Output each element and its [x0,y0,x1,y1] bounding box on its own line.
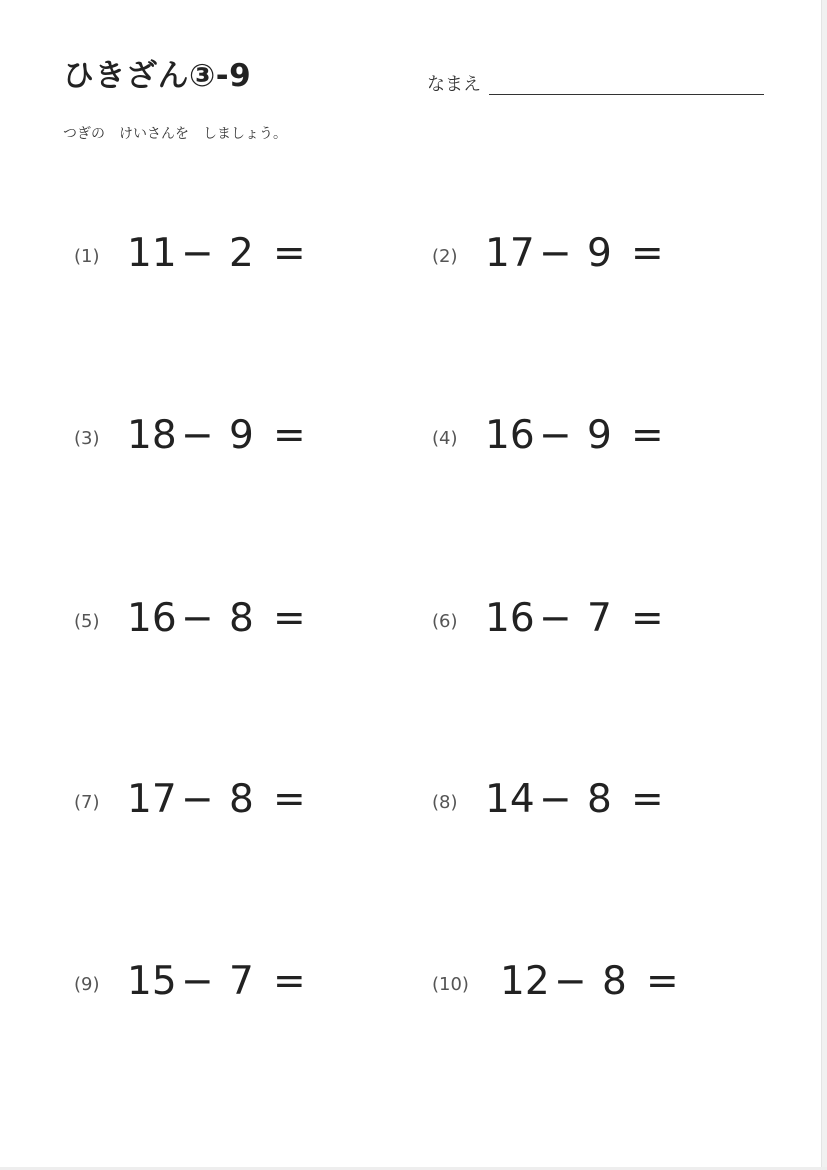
minus-sign: − [181,596,214,641]
minus-sign: − [181,413,214,458]
minus-sign: − [539,231,572,276]
problem-9 [74,959,434,1009]
minus-sign: − [539,413,572,458]
problem-number: (9) [74,974,100,995]
subtrahend: 8 [229,777,254,822]
minus-sign: − [181,777,214,822]
problem-number: (3) [74,428,100,449]
problem-10 [432,959,792,1009]
problem-3 [74,413,434,463]
problem-number: (7) [74,792,100,813]
subtrahend: 8 [602,959,627,1004]
worksheet-title: ひきざん③-9 [63,58,252,94]
minuend: 15 [127,959,177,1004]
problem-number: (8) [432,792,458,813]
minuend: 12 [500,959,550,1004]
problem-number: (6) [432,611,458,632]
instructions: つぎの けいさんを しましょう。 [63,126,287,142]
equals-sign: = [631,777,664,822]
problem-number: (1) [74,246,100,267]
minuend: 14 [485,777,535,822]
subtrahend: 9 [229,413,254,458]
subtrahend: 9 [587,231,612,276]
minus-sign: − [539,596,572,641]
problem-4 [432,413,792,463]
minuend: 18 [127,413,177,458]
name-field[interactable] [489,94,764,95]
subtrahend: 7 [587,596,612,641]
equals-sign: = [631,231,664,276]
page-edge [821,0,827,1170]
subtrahend: 8 [587,777,612,822]
minus-sign: − [181,959,214,1004]
subtrahend: 2 [229,231,254,276]
equals-sign: = [646,959,679,1004]
problem-number: (10) [432,974,469,995]
problem-2 [432,231,792,281]
problem-5 [74,596,434,646]
equals-sign: = [273,596,306,641]
minus-sign: − [539,777,572,822]
equals-sign: = [273,777,306,822]
minuend: 16 [485,596,535,641]
problem-number: (4) [432,428,458,449]
problem-number: (5) [74,611,100,632]
minuend: 16 [127,596,177,641]
name-label: なまえ [427,74,481,95]
equals-sign: = [631,413,664,458]
equals-sign: = [273,231,306,276]
minus-sign: − [181,231,214,276]
problem-1 [74,231,434,281]
minuend: 16 [485,413,535,458]
equals-sign: = [631,596,664,641]
subtrahend: 7 [229,959,254,1004]
problem-7 [74,777,434,827]
minuend: 11 [127,231,177,276]
minuend: 17 [127,777,177,822]
problem-8 [432,777,792,827]
subtrahend: 8 [229,596,254,641]
problem-number: (2) [432,246,458,267]
problem-6 [432,596,792,646]
equals-sign: = [273,413,306,458]
minuend: 17 [485,231,535,276]
minus-sign: − [554,959,587,1004]
subtrahend: 9 [587,413,612,458]
equals-sign: = [273,959,306,1004]
